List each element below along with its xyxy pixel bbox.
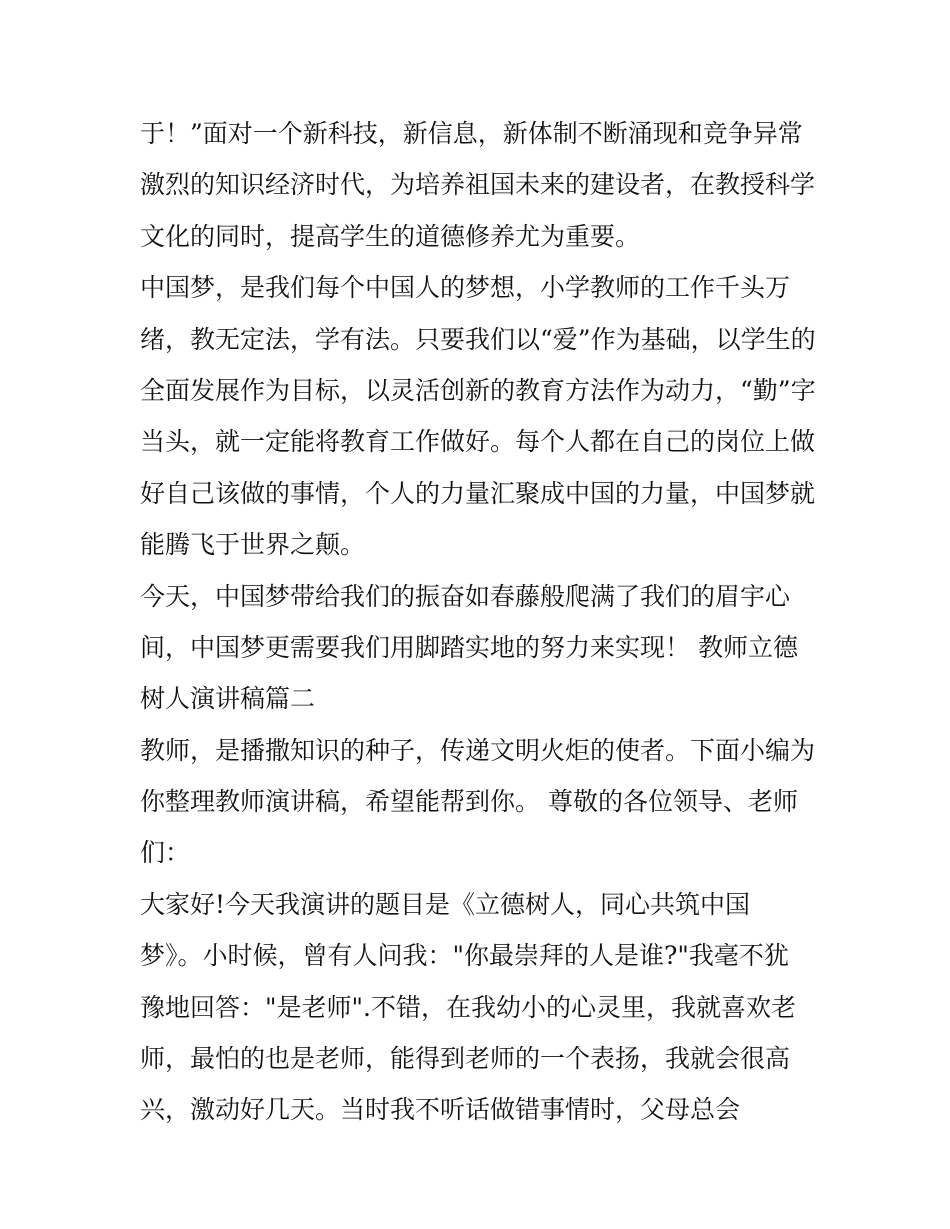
text-line: 当头，就一定能将教育工作做好。每个人都在自己的岗位上做 [140, 427, 816, 457]
text-line: 梦》。小时候，曾有人问我："你最崇拜的人是谁?"我毫不犹 [140, 941, 789, 971]
text-line: 能腾飞于世界之颠。 [140, 530, 366, 560]
text-line: 于！”面对一个新科技，新信息，新体制不断涌现和竞争异常 [140, 119, 803, 148]
text-line: 绪，教无定法，学有法。只要我们以“爱”作为基础，以学生的 [140, 324, 816, 354]
text-line: 文化的同时，提高学生的道德修养尤为重要。 [140, 221, 641, 251]
text-line: 豫地回答："是老师".不错，在我幼小的心灵里，我就喜欢老 [140, 992, 796, 1022]
text-line: 间，中国梦更需要我们用脚踏实地的努力来实现！ 教师立德 [140, 632, 798, 662]
text-line: 中国梦，是我们每个中国人的梦想，小学教师的工作千头万 [140, 273, 791, 303]
text-line: 兴，激动好几天。当时我不听话做错事情时，父母总会 [140, 1095, 741, 1125]
text-line: 们： [140, 838, 191, 868]
text-line: 师，最怕的也是老师，能得到老师的一个表扬，我就会很高 [140, 1044, 791, 1074]
text-line: 全面发展作为目标，以灵活创新的教育方法作为动力，“勤”字 [140, 375, 816, 405]
text-line: 激烈的知识经济时代，为培养祖国未来的建设者，在教授科学 [140, 170, 816, 200]
section-title-line: 树人演讲稿篇二 [140, 684, 316, 714]
text-line: 今天，中国梦带给我们的振奋如春藤般爬满了我们的眉宇心 [140, 581, 791, 611]
text-line: 你整理教师演讲稿，希望能帮到你。 尊敬的各位领导、老师 [140, 787, 798, 817]
text-line: 好自己该做的事情，个人的力量汇聚成中国的力量，中国梦就 [140, 478, 816, 508]
text-line: 教师，是播撒知识的种子，传递文明火炬的使者。下面小编为 [140, 735, 816, 765]
body-text [140, 108, 820, 1136]
text-line: 大家好!今天我演讲的题目是《立德树人，同心共筑中国 [140, 889, 751, 919]
